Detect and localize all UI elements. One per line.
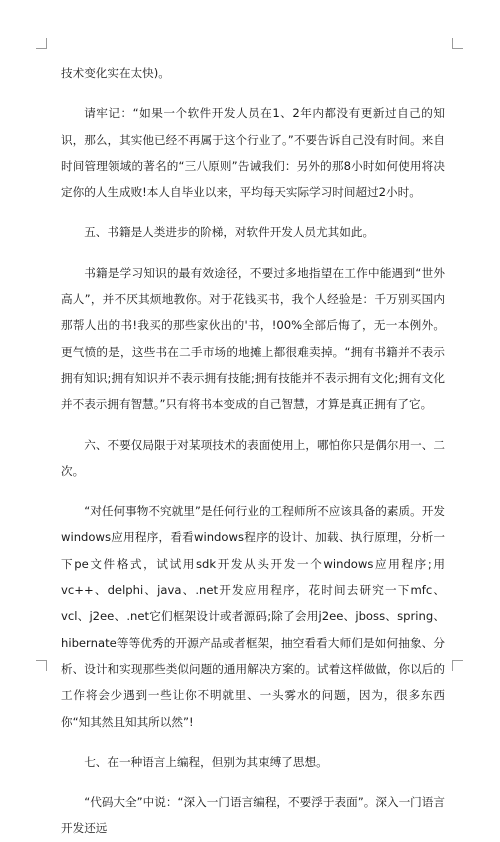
crop-mark-bottom-right [452, 660, 463, 671]
crop-mark-top-left [36, 38, 47, 49]
document-body [61, 60, 445, 842]
heading-six: 六、不要仅局限于对某项技术的表面使用上，哪怕你只是偶尔用一、二次。 [61, 437, 445, 478]
crop-mark-top-right [452, 38, 463, 49]
paragraph-continuation: 技术变化实在太快)。 [61, 66, 170, 80]
heading-seven: 七、在一种语言上编程，但别为其束缚了思想。 [84, 754, 328, 769]
paragraph-books: 书籍是学习知识的最有效途径，不要过多地指望在工作中能遇到“世外高人”，并不厌其烦地教你。对于花钱买书，我个人经验是：千万别买国内那帮人出的书!我买的那些家伙出的'书，!00%全部后悔了，无一本例外。更气愤的是，这些书在二手市场的地摊上都很难卖掉。“拥有书籍并不表示拥有知识;拥有知识并不表示拥有技能;拥有技能并不表示拥有文化;拥有文化并不表示拥有智慧。”只有将书本变成的自己智慧，才算是真正拥有了它。 [61, 265, 445, 412]
crop-mark-bottom-left [36, 660, 47, 671]
paragraph-remember: 请牢记：“如果一个软件开发人员在1、2年内都没有更新过自己的知识，那么，其实他已经不再属于这个行业了。”不要告诉自己没有时间。来自时间管理领域的著名的“三八原则”告诫我们：另外的那8小时如何使用将决定你的人生成败!本人自毕业以来，平均每天实际学习时间超过2小时。 [61, 106, 445, 200]
paragraph-depth: “对任何事物不究就里”是任何行业的工程师所不应该具备的素质。开发windows应用程序，看看windows程序的设计、加载、执行原理，分析一下pe文件格式，试试用sdk开发从头开发一个windows应用程序;用vc++、delphi、java、.net开发应用程序，花时间去研究一下mfc、vcl、j2ee、.net它们框架设计或者源码;除了会用j2ee、jboss、spring、hibernate等等优秀的开源产品或者框架，抽空看看大师们是如何抽象、分析、设计和实现那些类似问题的通用解决方案的。试着这样做做，你以后的工作将会少遇到一些让你不明就里、一头雾水的问题，因为，很多东西你“知其然且知其所以然”! [61, 504, 445, 729]
heading-five: 五、书籍是人类进步的阶梯，对软件开发人员尤其如此。 [84, 225, 375, 240]
paragraph-code-complete: “代码大全”中说：“深入一门语言编程，不要浮于表面”。深入一门语言开发还远 [61, 795, 445, 836]
